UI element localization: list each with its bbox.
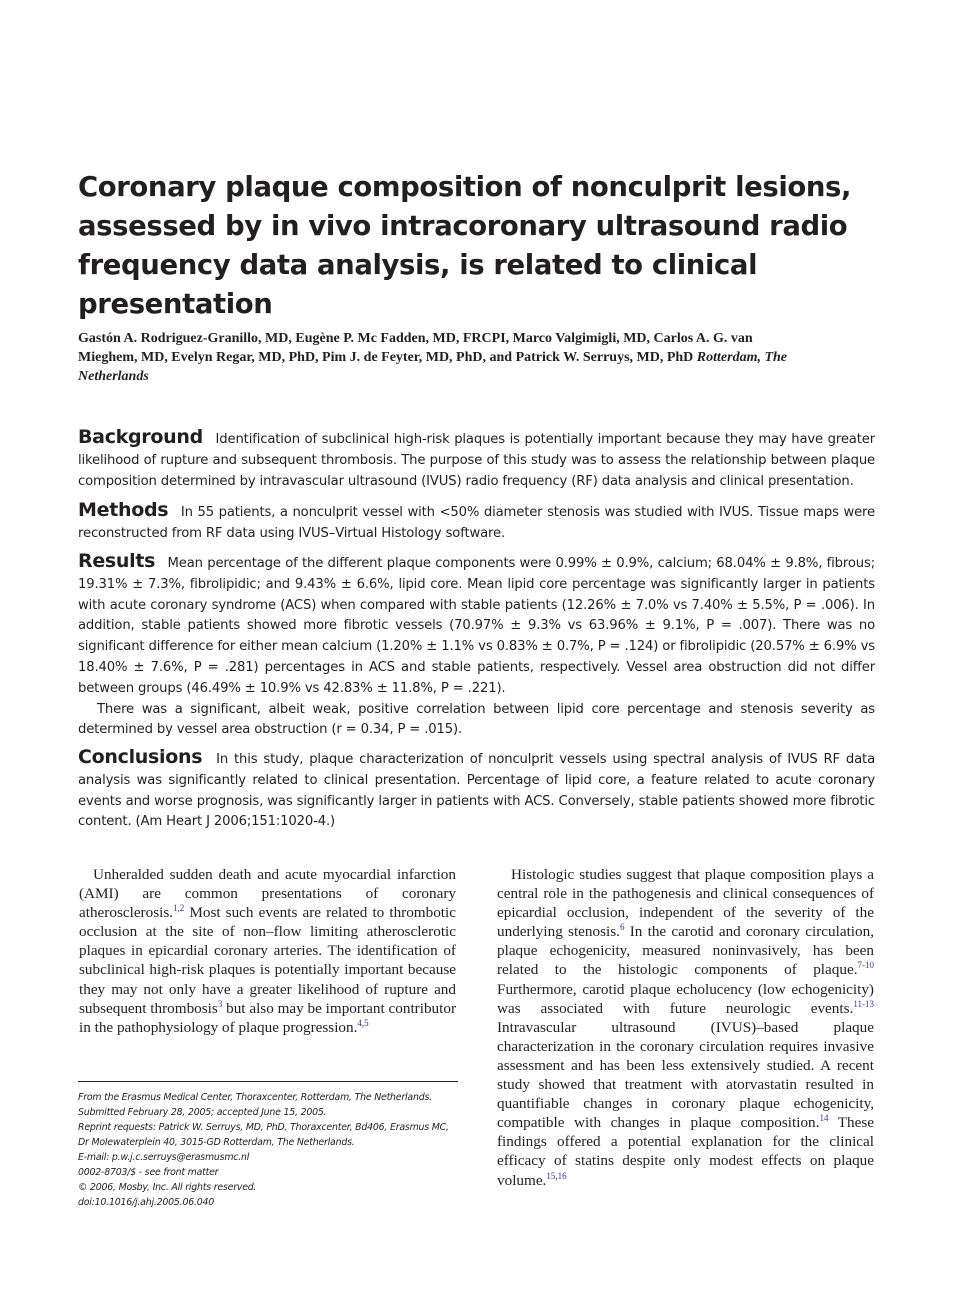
- citation-link[interactable]: 4,5: [357, 1017, 369, 1028]
- author-list: [78, 329, 798, 386]
- abstract-results-heading: Results: [78, 550, 156, 572]
- footnote-dates: Submitted February 28, 2005; accepted June 15, 2005.: [78, 1107, 327, 1118]
- citation-link[interactable]: 14: [819, 1113, 829, 1124]
- abstract-results-text: Mean percentage of the different plaque components were 0.99% ± 0.9%, calcium; 68.04% ± 9.8%, fibrous; 19.31% ± 7.3%, fibrolipidic; and 9.43% ± 6.6%, lipid core. Mean lipid core percentage was significantly larger in patients with acute coronary syndrome (ACS) when compared with stable patients (12.26% ± 7.0% vs 7.40% ± 5.5%, P = .006). In addition, stable patients showed more fibrotic vessels (70.97% ± 9.3% vs 63.96% ± 9.1%, P = .007). There was no significant difference for either mean calcium (1.20% ± 1.1% vs 0.83% ± 0.7%, P = .124) or fibrolipidic (20.57% ± 6.9% vs 18.40% ± 7.6%, P = .281) percentages in ACS and stable patients, respectively. Vessel area obstruction did not differ between groups (46.49% ± 10.9% vs 42.83% ± 11.8%, P = .221).: [78, 556, 875, 696]
- footnote-reprint: Reprint requests: Patrick W. Serruys, MD, PhD, Thoraxcenter, Bd406, Erasmus MC,: [78, 1122, 449, 1133]
- author-names: Gastón A. Rodriguez-Granillo, MD, Eugène P. Mc Fadden, MD, FRCPI, Marco Valgimigli, MD, Carlos A. G. van Mieghem, MD, Evelyn Regar, MD, PhD, Pim J. de Feyter, MD, PhD, and Patrick W. Serruys, MD, PhD: [78, 331, 753, 365]
- body-column-right: [497, 865, 874, 1190]
- citation-link[interactable]: 1,2: [173, 903, 185, 914]
- footnote-email[interactable]: E-mail: p.w.j.c.serruys@erasmusmc.nl: [78, 1152, 250, 1163]
- footnote-doi[interactable]: doi:10.1016/j.ahj.2005.06.040: [78, 1197, 215, 1208]
- abstract-methods-heading: Methods: [78, 499, 169, 521]
- footnote-issn: 0002-8703/$ - see front matter: [78, 1167, 219, 1178]
- body-left-text-3: but also may be important contributor in the pathophysiology of plaque progression.: [79, 999, 457, 1036]
- citation-link[interactable]: 7-10: [857, 960, 874, 971]
- abstract-results: [78, 551, 875, 741]
- body-left-text-2: Most such events are related to thrombotic occlusion at the site of non–flow limiting atherosclerotic plaques in epicardial coronary arteries. The identification of subclinical high-risk plaques is potentially important because they may not only have a greater likelihood of rupture and subsequent thrombosis: [79, 904, 456, 1017]
- abstract-conclusions-heading: Conclusions: [78, 746, 203, 768]
- abstract-methods-text: In 55 patients, a nonculprit vessel with <50% diameter stenosis was studied with IVUS. Tissue maps were reconstructed from RF data using IVUS–Virtual Histology software.: [78, 505, 875, 541]
- abstract-conclusions: [78, 747, 875, 833]
- footnote-copyright: © 2006, Mosby, Inc. All rights reserved.: [78, 1182, 257, 1193]
- footnote-divider: [78, 1081, 458, 1082]
- body-right-text-3: Furthermore, carotid plaque echolucency (low echogenicity) was associated with future neurologic events.: [497, 980, 874, 1017]
- body-left-text-1: Unheralded sudden death and acute myocardial infarction (AMI) are common presentations of coronary atherosclerosis.: [79, 866, 456, 922]
- body-right-text-2: In the carotid and coronary circulation, plaque echogenicity, measured noninvasively, has been related to the histologic components of plaque.: [497, 923, 874, 979]
- abstract-background-text: Identification of subclinical high-risk plaques is potentially important because they may have greater likelihood of rupture and subsequent thrombosis. The purpose of this study was to assess the relationship between plaque composition determined by intravascular ultrasound (IVUS) radio frequency (RF) data analysis and clinical presentation.: [78, 432, 875, 489]
- footnote-affiliation: From the Erasmus Medical Center, Thoraxcenter, Rotterdam, The Netherlands.: [78, 1092, 432, 1103]
- abstract-conclusions-text: In this study, plaque characterization of nonculprit vessels using spectral analysis of IVUS RF data analysis was significantly related to clinical presentation. Percentage of lipid core, a feature related to acute coronary events and worse prognosis, was significantly larger in patients with ACS. Conversely, stable patients showed more fibrotic content. (Am Heart J 2006;151:1020-4.): [78, 752, 875, 830]
- article-title: Coronary plaque composition of nonculprit lesions, assessed by in vivo intracoronary ultrasound radio frequency data analysis, is related to clinical presentation: [78, 171, 852, 320]
- citation-link[interactable]: 11-13: [853, 998, 874, 1009]
- body-right-text-1: Histologic studies suggest that plaque composition plays a central role in the pathogenesis and clinical consequences of epicardial occlusion, independent of the severity of the underlying stenosis.: [497, 866, 874, 941]
- body-right-text-5: These findings offered a potential explanation for the clinical efficacy of statins despite only modest effects on plaque volume.: [497, 1114, 874, 1189]
- abstract-background-heading: Background: [78, 426, 203, 448]
- footnote-address: Dr Molewaterplein 40, 3015-GD Rotterdam, The Netherlands.: [78, 1137, 355, 1148]
- abstract-background: [78, 427, 875, 492]
- abstract-results-text-2: There was a significant, albeit weak, positive correlation between lipid core percentage and stenosis severity as determined by vessel area obstruction (r = 0.34, P = .015).: [78, 701, 875, 738]
- abstract-methods: [78, 500, 875, 545]
- citation-link[interactable]: 3: [217, 998, 223, 1009]
- citation-link[interactable]: 6: [619, 922, 625, 933]
- body-right-text-4: Intravascular ultrasound (IVUS)–based plaque characterization in the coronary circulation requires invasive assessment and has been less extensively studied. A recent study showed that treatment with atorvastatin resulted in quantifiable changes in coronary plaque echogenicity, compatible with changes in plaque composition.: [497, 1018, 874, 1132]
- footnotes: [78, 1090, 460, 1210]
- author-location: Rotterdam, The Netherlands: [78, 350, 788, 384]
- citation-link[interactable]: 15,16: [546, 1170, 567, 1181]
- body-column-left: [79, 865, 456, 1037]
